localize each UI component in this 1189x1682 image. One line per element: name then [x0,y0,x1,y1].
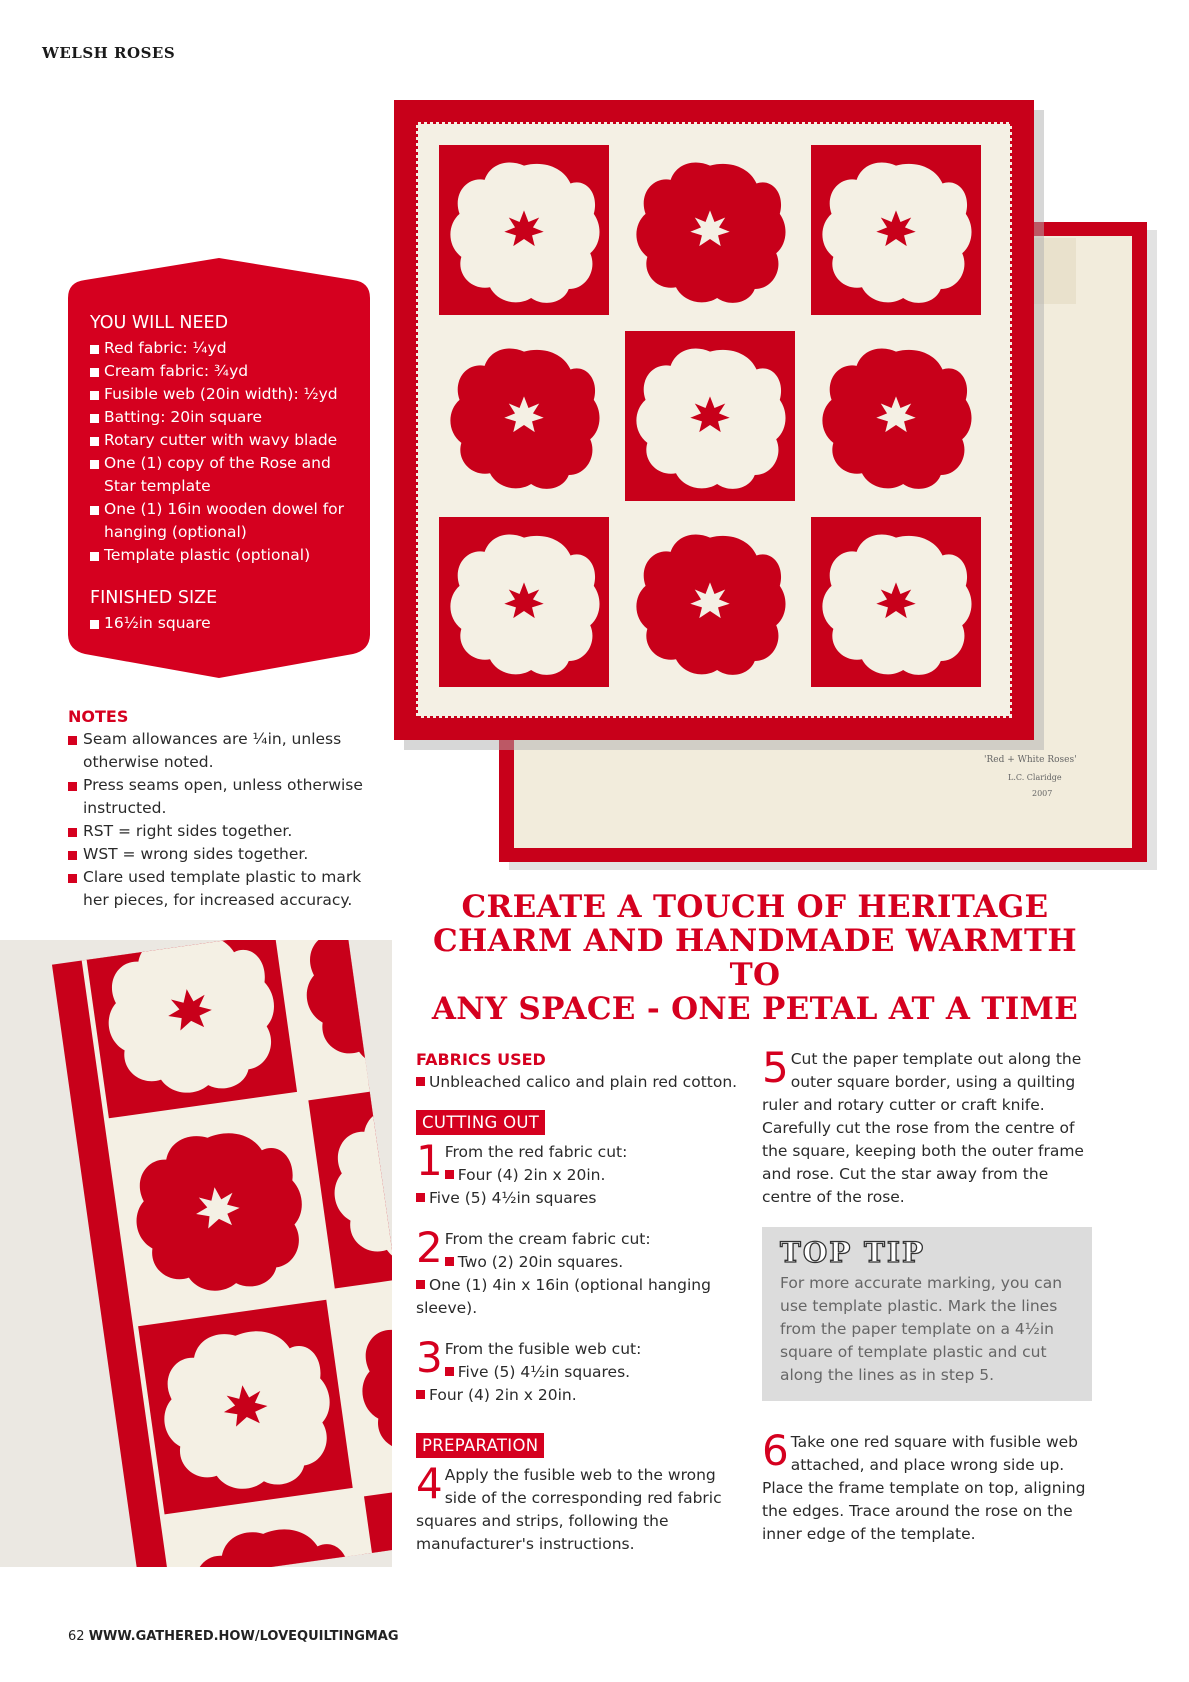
red-rose-block [625,331,795,501]
you-will-need-item: One (1) 16in wooden dowel for hanging (optional) [90,498,360,544]
step-6 [762,1426,1092,1546]
you-will-need-panel [68,258,370,678]
note-item: Clare used template plastic to mark her pieces, for increased accuracy. [68,866,388,912]
note-item: Seam allowances are ¼in, unless otherwise noted. [68,728,388,774]
you-will-need-item: One (1) copy of the Rose and Star template [90,452,360,498]
step-number: 4 [416,1459,443,1508]
cream-rose-block [625,145,795,315]
red-rose-block [811,517,981,687]
step-lead: From the fusible web cut: [444,1340,642,1358]
step-item: Five (5) 4½in squares [416,1187,746,1210]
bullet-square-icon [416,1193,425,1202]
cream-rose-block [110,1102,325,1317]
you-will-need-item: Batting: 20in square [90,406,360,429]
bullet-square-icon [416,1390,425,1399]
step-number: 6 [762,1426,789,1475]
red-rose-block [138,1300,353,1515]
step-1 [416,1136,746,1210]
bullet-square-icon [445,1257,454,1266]
step-4 [416,1459,746,1556]
step-text: Apply the fusible web to the wrong side of the corresponding red fabric squares and strips, following the manufacturer's instructions. [416,1466,722,1553]
website-url: WWW.GATHERED.HOW/LOVEQUILTINGMAG [88,1629,399,1644]
preparation-label: PREPARATION [416,1433,544,1458]
instructions-column-2 [762,1043,1092,1546]
step-number: 5 [762,1043,789,1092]
step-lead: From the cream fabric cut: [444,1230,651,1248]
step-5 [762,1043,1092,1209]
step-text: Cut the paper template out along the outer square border, using a quilting ruler and rotary cutter or craft knife. Carefully cut the rose from the centre of the square, keeping both the outer frame and rose. Cut the star away from the centre of the rose. [762,1050,1084,1206]
step-number: 3 [416,1333,443,1382]
headline-line-1: CREATE A TOUCH OF HERITAGE [461,889,1049,925]
quilt-label-line3: 2007 [1032,789,1053,798]
note-item: WST = wrong sides together. [68,843,388,866]
notes-section [68,705,388,912]
step-number: 1 [416,1136,443,1185]
detail-photo [0,940,392,1567]
note-item: Press seams open, unless otherwise instructed. [68,774,388,820]
cream-rose-block [625,517,795,687]
you-will-need-item: Fusible web (20in width): ½yd [90,383,360,406]
instructions-column-1 [416,1048,746,1556]
section-title: WELSH ROSES [42,44,176,62]
cutting-out-label: CUTTING OUT [416,1110,545,1135]
red-rose-block [811,145,981,315]
step-item: One (1) 4in x 16in (optional hanging sleeve). [416,1276,711,1317]
fabrics-used-title: FABRICS USED [416,1050,546,1069]
finished-size-item: 16½in square [90,612,360,635]
quilt-photo [394,100,1164,870]
step-item: Five (5) 4½in squares. [416,1361,746,1384]
finished-size-title: FINISHED SIZE [90,588,218,608]
fabrics-used-item: Unbleached calico and plain red cotton. [416,1071,746,1094]
red-rose-block [439,145,609,315]
note-item: RST = right sides together. [68,820,388,843]
bullet-square-icon [445,1170,454,1179]
step-item: Two (2) 20in squares. [416,1251,746,1274]
you-will-need-item: Template plastic (optional) [90,544,360,567]
footer [68,1629,399,1644]
bullet-square-icon [416,1077,425,1086]
step-2 [416,1223,746,1320]
headline [430,890,1080,1026]
red-rose-block [82,940,297,1118]
notes-list [68,728,388,912]
top-tip-box [762,1227,1092,1401]
block-grid [439,145,981,687]
cream-rose-block [439,331,609,501]
you-will-need-title: YOU WILL NEED [90,313,229,333]
bullet-square-icon [445,1367,454,1376]
headline-line-2: CHARM AND HANDMADE WARMTH TO [433,923,1077,993]
step-item: Four (4) 2in x 20in. [416,1164,746,1187]
step-item: Four (4) 2in x 20in. [416,1384,746,1407]
you-will-need-list [90,337,360,567]
cream-rose-block [811,331,981,501]
page-number: 62 [68,1629,85,1644]
you-will-need-item: Cream fabric: ¾yd [90,360,360,383]
red-rose-block [439,517,609,687]
top-tip-text: For more accurate marking, you can use template plastic. Mark the lines from the paper template on a 4½in square of template plastic and cut along the lines as in step 5. [780,1274,1063,1384]
step-lead: From the red fabric cut: [444,1143,628,1161]
step-number: 2 [416,1223,443,1272]
cutting-steps [416,1136,746,1407]
step-3 [416,1333,746,1407]
bullet-square-icon [416,1280,425,1289]
quilt-label-line2: L.C. Claridge [1008,773,1062,782]
step-text: Take one red square with fusible web attached, and place wrong side up. Place the frame template on top, aligning the edges. Trace around the rose on the inner edge of the template. [762,1433,1086,1543]
notes-title: NOTES [68,707,129,726]
headline-line-3: ANY SPACE - ONE PETAL AT A TIME [431,991,1079,1027]
you-will-need-item: Red fabric: ¼yd [90,337,360,360]
top-tip-title: TOP TIP [780,1236,926,1269]
quilt-label-line1: 'Red + White Roses' [984,755,1077,765]
you-will-need-item: Rotary cutter with wavy blade [90,429,360,452]
